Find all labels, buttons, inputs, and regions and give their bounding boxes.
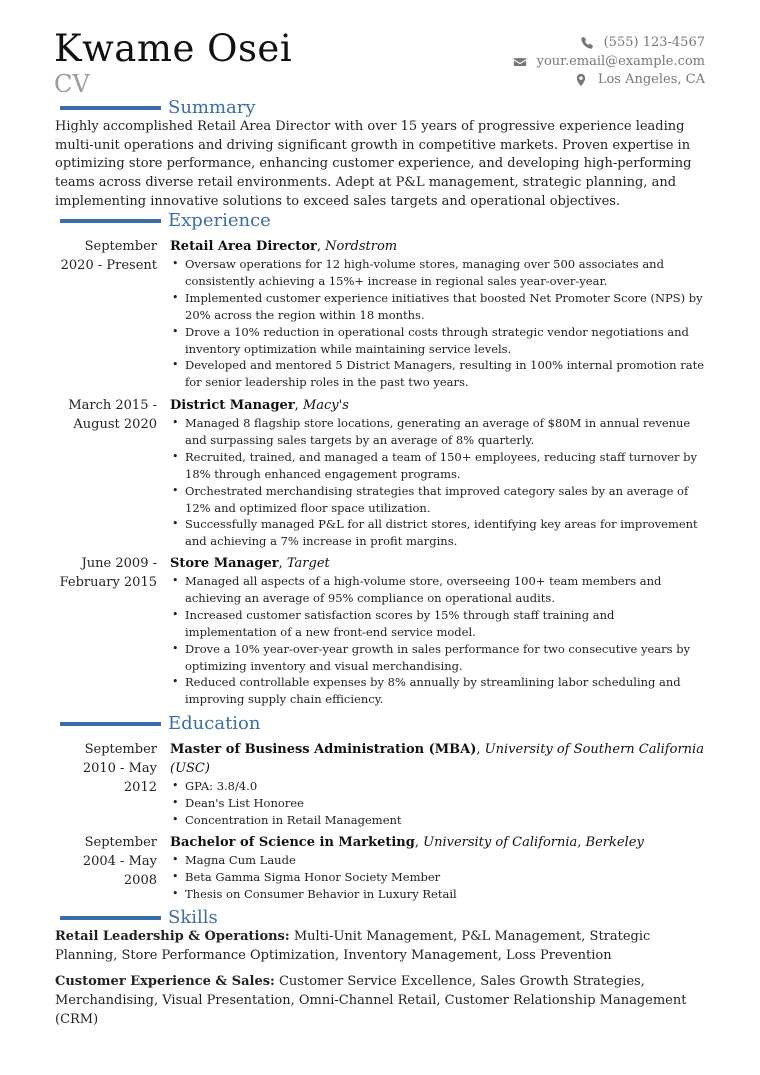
school-name: University of California, Berkeley	[423, 835, 644, 850]
bullet-item: • Drove a 10% year-over-year growth in sales performance for two consecutive years by optimizing inventory and visual merchandising.	[170, 641, 707, 675]
section-heading-summary	[60, 97, 256, 119]
contact-email	[513, 53, 705, 72]
employer: Nordstrom	[325, 239, 398, 254]
bullet-item: • Concentration in Retail Management	[170, 812, 707, 829]
bullet-item: • Successfully managed P&L for all district stores, identifying key areas for improvement and achieving a 7% increase in profit margins.	[170, 516, 707, 550]
bullet-item: • Reduced controllable expenses by 8% annually by streamlining labor scheduling and improving supply chain efficiency.	[170, 674, 707, 708]
bullet-item: • Orchestrated merchandising strategies that improved category sales by an average of 12% and optimized floor space utilization.	[170, 483, 707, 517]
location-pin-icon	[574, 73, 590, 87]
skill-category: Customer Experience & Sales:	[55, 974, 275, 990]
experience-date: June 2009 - February 2015	[59, 556, 157, 590]
education-body	[170, 740, 707, 829]
education-date: September 2010 - May 2012	[82, 742, 157, 795]
job-title: Retail Area Director	[170, 239, 317, 254]
bullet-item: • Dean's List Honoree	[170, 795, 707, 812]
email-address: your.email@example.com	[536, 53, 705, 69]
experience-date: September 2020 - Present	[60, 239, 157, 273]
experience-body	[170, 554, 707, 708]
education-body	[170, 833, 707, 903]
skill-category: Retail Leadership & Operations:	[55, 929, 290, 944]
section-title: Skills	[168, 907, 218, 928]
school-name: University of Southern California (USC)	[170, 742, 704, 776]
bullet-item: • Increased customer satisfaction scores by 15% through staff training and implementation of a new front-end service model.	[170, 607, 707, 641]
degree-name: Master of Business Administration (MBA)	[170, 742, 477, 757]
experience-role: District Manager, Macy's	[170, 398, 349, 413]
experience-bullets	[170, 415, 707, 550]
section-rule	[60, 916, 161, 920]
education-bullets	[170, 778, 707, 829]
section-rule	[60, 722, 161, 726]
section-title: Education	[168, 713, 261, 734]
skills-list	[55, 928, 707, 1038]
bullet-item: • GPA: 3.8/4.0	[170, 778, 707, 795]
section-rule	[60, 219, 161, 223]
bullet-item: • Magna Cum Laude	[170, 852, 707, 869]
summary-text: Highly accomplished Retail Area Director with over 15 years of progressive experience leading multi-unit operations and driving significant growth in competitive markets. Proven expertise in optimizing store performance, enhancing customer experience, and developing high-performing teams across diverse retail environments. Adept at P&L management, strategic planning, and implementing innovative solutions to exceed sales targets and operational objectives.	[55, 119, 692, 209]
section-title: Summary	[168, 97, 256, 118]
skill-items: Customer Service Excellence, Sales Growth Strategies, Merchandising, Visual Presentation, Omni-Channel Retail, Customer Relationship Management (CRM)	[55, 974, 687, 1027]
experience-role: Retail Area Director, Nordstrom	[170, 239, 398, 254]
phone-number: (555) 123-4567	[603, 35, 705, 50]
bullet-item: • Beta Gamma Sigma Honor Society Member	[170, 869, 707, 886]
employer: Macy's	[302, 398, 349, 413]
job-title: District Manager	[170, 398, 295, 413]
location-text: Los Angeles, CA	[597, 72, 705, 87]
employer: Target	[286, 556, 330, 571]
experience-body	[170, 237, 707, 391]
phone-icon	[580, 36, 596, 50]
experience-bullets	[170, 573, 707, 708]
contact-location	[513, 71, 705, 90]
candidate-name: Kwame Osei	[54, 27, 293, 70]
skill-group	[55, 973, 707, 1029]
contact-phone	[513, 34, 705, 53]
bullet-item: • Managed all aspects of a high-volume store, overseeing 100+ team members and achieving an average of 95% compliance on operational audits.	[170, 573, 707, 607]
envelope-icon	[513, 55, 529, 69]
section-heading-experience	[60, 210, 271, 232]
bullet-item: • Oversaw operations for 12 high-volume stores, managing over 500 associates and consistently achieving a 15%+ increase in regional sales year-over-year.	[170, 256, 707, 290]
education-bullets	[170, 852, 707, 903]
education-date: September 2004 - May 2008	[82, 835, 157, 888]
job-title: Store Manager	[170, 556, 279, 571]
bullet-item: • Drove a 10% reduction in operational costs through strategic vendor negotiations and inventory optimization while maintaining service levels.	[170, 324, 707, 358]
section-title: Experience	[168, 210, 271, 231]
document-type-label: CV	[54, 70, 90, 98]
contact-info	[513, 34, 705, 90]
section-rule	[60, 106, 161, 110]
skill-items: Multi-Unit Management, P&L Management, Strategic Planning, Store Performance Optimization, Inventory Management, Loss Prevention	[55, 929, 651, 963]
section-heading-education	[60, 713, 261, 735]
skill-group	[55, 928, 707, 965]
experience-date: March 2015 - August 2020	[68, 398, 157, 432]
experience-role: Store Manager, Target	[170, 556, 330, 571]
experience-bullets	[170, 256, 707, 391]
bullet-item: • Implemented customer experience initiatives that boosted Net Promoter Score (NPS) by 20% across the region within 18 months.	[170, 290, 707, 324]
bullet-item: • Managed 8 flagship store locations, generating an average of $80M in annual revenue and surpassing sales targets by an average of 8% quarterly.	[170, 415, 707, 449]
bullet-item: • Thesis on Consumer Behavior in Luxury Retail	[170, 886, 707, 903]
section-heading-skills	[60, 907, 218, 929]
degree-name: Bachelor of Science in Marketing	[170, 835, 415, 850]
experience-body	[170, 396, 707, 550]
education-degree-line: Master of Business Administration (MBA), University of Southern California (USC)	[170, 742, 704, 776]
education-degree-line: Bachelor of Science in Marketing, University of California, Berkeley	[170, 835, 644, 850]
bullet-item: • Recruited, trained, and managed a team of 150+ employees, reducing staff turnover by 18% through enhanced engagement programs.	[170, 449, 707, 483]
bullet-item: • Developed and mentored 5 District Managers, resulting in 100% internal promotion rate for senior leadership roles in the past two years.	[170, 357, 707, 391]
